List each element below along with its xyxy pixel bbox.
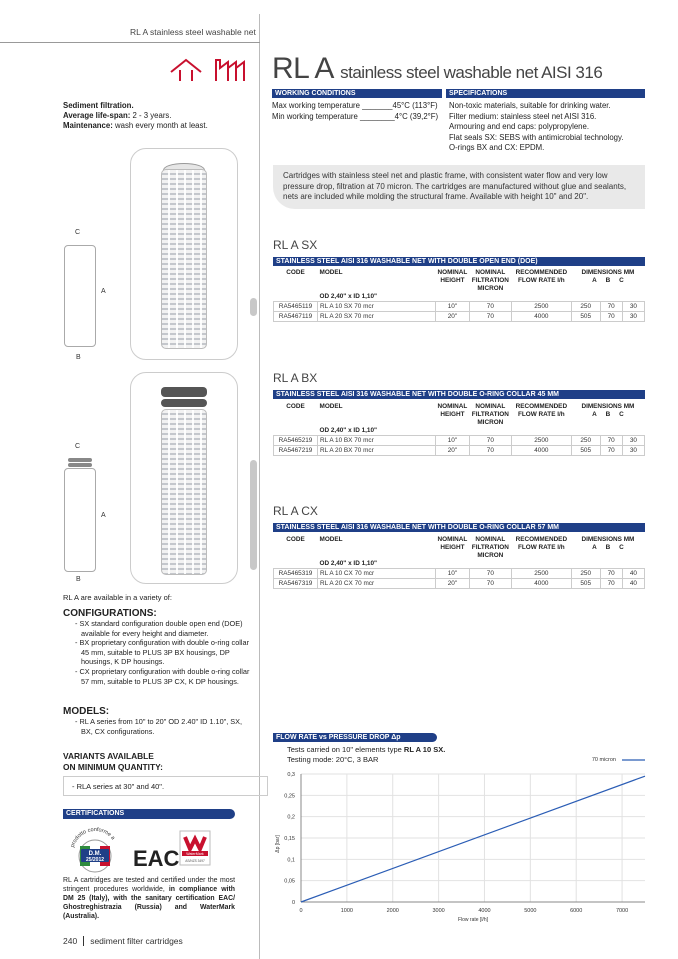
certifications-header: CERTIFICATIONS [63,809,235,819]
maintenance-value: wash every month at least. [115,121,208,130]
x-tick-label: 5000 [524,908,537,914]
spec-row: Filter medium: stainless steel net AISI 316. [449,111,597,121]
dim-b-label: B [76,354,81,361]
th-height: NOMINAL HEIGHT [437,536,468,551]
svg-text:WaterMark: WaterMark [186,852,204,856]
th-dims: DIMENSIONS MM A B C [581,403,635,418]
dim-a-label: A [101,288,106,295]
svg-text:prodotto conforme a: prodotto conforme a [69,826,116,849]
min-temp: Min working temperature ________4°C (39,2°F) [272,111,439,121]
mesh [161,409,207,575]
th-filtration: NOMINAL FILTRATION MICRON [471,269,509,292]
x-tick-label: 0 [299,908,303,914]
dimension-diagram-sx [64,245,96,347]
y-tick-label: 0,2 [287,814,295,821]
footer-label: sediment filter cartridges [90,936,183,946]
th-od: OD 2,40" x ID 1,10" [319,293,378,300]
max-temp: Max working temperature _______45°C (113°F) [272,101,438,110]
spec-row: O-rings BX and CX: EPDM. [449,143,545,153]
life-value: 2 - 3 years. [132,111,172,120]
th-height: NOMINAL HEIGHT [437,403,468,418]
vertical-divider [259,14,260,959]
title-main: RL A [272,52,333,85]
th-model: MODEL [319,403,343,410]
th-model: MODEL [319,536,343,543]
models-title: MODELS: [63,706,110,717]
running-header: RL A stainless steel washable net [130,27,256,37]
spec-row: Flat seals SX: SEBS with antimicrobial technology. [449,132,624,142]
th-od: OD 2,40" x ID 1,10" [319,427,378,434]
dim-c-label: C [75,229,81,236]
working-conditions-header: WORKING CONDITIONS [272,89,442,98]
table-row: RA5467119 RL A 20 SX 70 mcr 20" 70 4000 505 70 30 [274,312,645,322]
x-axis-label: Flow rate [l/h] [457,917,489,923]
svg-text:EAC: EAC [133,846,180,871]
y-axis-label: Δp [bar] [275,835,281,853]
th-code: CODE [286,269,305,276]
x-tick-label: 6000 [570,908,583,914]
y-tick-label: 0 [291,900,295,906]
page-footer [63,936,183,946]
list-item: - CX proprietary configuration with double o-ring collar 57 mm, suitable to PLUS 3P CX, K DP housings. [75,666,250,686]
available-text: RL A are available in a variety of: [63,593,172,602]
configurations [63,608,253,686]
th-dims: DIMENSIONS MM A B C [581,536,635,551]
dim-a-label: A [101,512,106,519]
th-filtration: NOMINAL FILTRATION MICRON [471,403,509,426]
y-tick-label: 0,1 [287,857,295,864]
dim-b-label: B [76,576,81,583]
th-flow: RECOMMENDED FLOW RATE l/h [515,536,568,551]
th-height: NOMINAL HEIGHT [437,269,468,284]
dimension-diagram-bx [64,468,96,572]
intro-text [63,101,253,131]
th-code: CODE [286,536,305,543]
variants-title: VARIANTS AVAILABLE ON MINIMUM QUANTITY: [63,751,163,772]
section-bar-sx: STAINLESS STEEL AISI 316 WASHABLE NET WITH DOUBLE OPEN END (DOE) [273,257,645,266]
configurations-title: CONFIGURATIONS: [63,608,157,619]
title-sub: stainless steel washable net AISI 316 [340,63,603,82]
chart-header: FLOW RATE vs PRESSURE DROP Δp [273,733,437,742]
table-row: RA5467219 RL A 20 BX 70 mcr 20" 70 4000 505 70 30 [274,446,645,456]
dm25-icon [70,827,117,872]
intro-line1: Sediment filtration. [63,101,134,110]
section-title-sx: RL A SX [273,238,318,252]
list-item: - BX proprietary configuration with double o-ring collar 45 mm, suitable to PLUS 3P BX housings, DP housings, K DP housings. [75,638,249,667]
variants-box: - RLA series at 30" and 40". [63,776,268,796]
y-tick-label: 0,15 [284,836,295,842]
section-title-bx: RL A BX [273,371,318,385]
section-bar-bx: STAINLESS STEEL AISI 316 WASHABLE NET WITH DOUBLE O-RING COLLAR 45 MM [273,390,645,399]
table-row: RA5465319 RL A 10 CX 70 mcr 10" 70 2500 250 70 40 [274,569,645,579]
table-row: RA5467319 RL A 20 CX 70 mcr 20" 70 4000 505 70 40 [274,579,645,589]
certification-logos [63,823,243,875]
description-box: Cartridges with stainless steel net and plastic frame, with consistent water flow and very low pressure drop, filtration at 70 micron. The cartridges are manufactured without glue and sealants, nets are included while molding the structural frame. Available with height 10" and 20". [273,165,645,209]
table-row: RA5465219 RL A 10 BX 70 mcr 10" 70 2500 250 70 30 [274,436,645,446]
maintenance-label: Maintenance: [63,121,113,130]
svg-text:AS/NZS 3497: AS/NZS 3497 [185,859,205,863]
spec-row: Non-toxic materials, suitable for drinking water. [449,101,611,110]
product-table-cx [273,536,645,589]
section-title-cx: RL A CX [273,504,318,518]
o-ring-diagram [68,458,92,462]
table-row: RA5465119 RL A 10 SX 70 mcr 10" 70 2500 250 70 30 [274,302,645,312]
svg-text:25/2012: 25/2012 [85,857,105,863]
scroll-handle[interactable] [250,460,257,570]
list-item: - SX standard configuration double open end (DOE) available for every height and diameter. [75,619,243,638]
header-rule [0,42,260,43]
category-icons [168,54,254,84]
x-tick-label: 1000 [340,908,353,914]
th-flow: RECOMMENDED FLOW RATE l/h [515,269,568,284]
models [63,706,253,736]
specifications [449,101,649,154]
house-icon [171,60,201,81]
y-tick-label: 0,05 [284,878,295,885]
th-code: CODE [286,403,305,410]
th-model: MODEL [319,269,343,276]
cartridge-image-sx [130,148,238,360]
o-ring [161,399,207,407]
th-od: OD 2,40" x ID 1,10" [319,560,378,567]
o-ring [161,387,207,397]
x-tick-label: 3000 [432,908,445,914]
eac-icon [133,846,180,871]
life-label: Average life-span: [63,111,131,120]
page-number: 240 [63,936,84,946]
cartridge-image-bx [130,372,238,584]
mesh [161,169,207,349]
y-tick-label: 0,25 [284,793,295,800]
page-title [272,52,602,86]
x-tick-label: 2000 [386,908,399,914]
th-flow: RECOMMENDED FLOW RATE l/h [515,403,568,418]
spec-row: Armouring and end caps: polypropylene. [449,122,589,132]
th-dims: DIMENSIONS MM A B C [581,269,635,284]
scroll-handle[interactable] [250,298,257,316]
certifications-text: RL A cartridges are tested and certified under the most stringent procedures worldwide, in compliance with DM 25 (Italy), with the sanitary certification EAC/ Ghostreghistrazia (Russia) and WaterMark (Australia). [63,877,235,921]
th-filtration: NOMINAL FILTRATION MICRON [471,536,509,559]
o-ring-diagram [68,463,92,467]
product-table-bx [273,403,645,456]
specifications-header: SPECIFICATIONS [446,89,645,98]
y-tick-label: 0,3 [287,772,295,778]
product-table-sx [273,269,645,322]
x-tick-label: 4000 [478,908,491,914]
chart-notes: Tests carried on 10" elements type RL A 10 SX. Testing mode: 20°C, 3 BAR [287,745,446,764]
dim-c-label: C [75,443,81,450]
working-conditions [272,101,444,122]
x-tick-label: 7000 [615,908,629,914]
flow-rate-chart [273,757,645,923]
factory-icon [216,60,244,81]
section-bar-cx: STAINLESS STEEL AISI 316 WASHABLE NET WITH DOUBLE O-RING COLLAR 57 MM [273,523,645,532]
list-item: - RL A series from 10" to 20" OD 2.40" ID 1.10", SX, BX, CX configurations. [75,717,243,736]
legend-label: 70 micron [591,757,616,763]
watermark-icon [180,831,210,865]
svg-text:D.M.: D.M. [88,851,102,857]
